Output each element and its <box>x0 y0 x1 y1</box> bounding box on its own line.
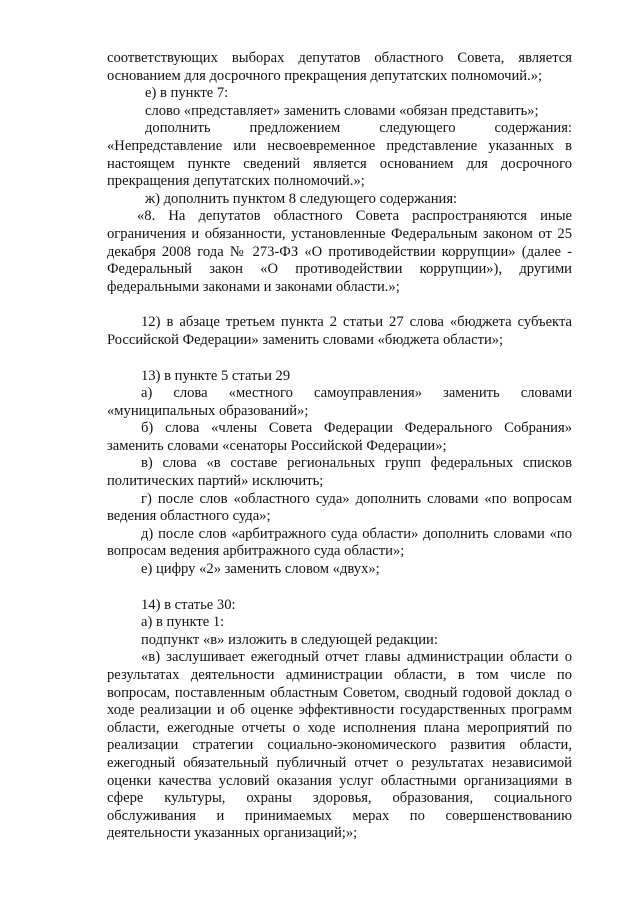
paragraph-7: «8. На депутатов областного Совета распространяются иные ограничения и обязанности, установленные Федеральным законом от 25 декабря 2008 года № 273-ФЗ «О противодействии коррупции» (далее - Федеральный закон «О противодействии коррупции»), другими федеральными законами и законами области.»; <box>107 208 572 295</box>
spacer <box>107 579 572 597</box>
paragraph-12: в) слова «в составе региональных групп федеральных списков политических партий» исключить; <box>107 455 572 490</box>
paragraph-8: 12) в абзаце третьем пункта 2 статьи 27 слова «бюджета субъекта Российской Федерации» заменить словами «бюджета области»; <box>107 314 572 348</box>
paragraph-3: слово «представляет» заменить словами «обязан представить»; <box>145 102 539 119</box>
paragraph-11: б) слова «члены Совета Федерации Федерального Собрания» заменить словами «сенаторы Российской Федерации»; <box>107 420 572 454</box>
spacer <box>107 350 572 368</box>
paragraph-10: а) слова «местного самоуправления» заменить словами «муниципальных образований»; <box>107 385 572 419</box>
paragraph-15: е) цифру «2» заменить словом «двух»; <box>141 561 380 578</box>
paragraph-1: соответствующих выборах депутатов областного Совета, является основанием для досрочного прекращения депутатских полномочий.»; <box>107 50 572 84</box>
spacer <box>107 296 572 314</box>
paragraph-4: дополнить предложением следующего содержания: <box>145 120 572 137</box>
paragraph-2: е) в пункте 7: <box>145 85 229 102</box>
paragraph-5: «Непредставление или несвоевременное представление указанных в настоящем пункте сведений является основанием для досрочного прекращения депутатских полномочий.»; <box>107 137 572 190</box>
paragraph-6: ж) дополнить пунктом 8 следующего содержания: <box>145 190 458 207</box>
paragraph-19: «в) заслушивает ежегодный отчет главы администрации области о результатах деятельности администрации области, в том числе по вопросам, поставленным областным Советом, сводный годовой доклад о ходе реализации и об оценке эффективности государственных программ области, ежегодные отчеты о ходе исполнения плана мероприятий по реализации стратегии социально-экономического развития области, ежегодный обязательный публичный отчет о результатах независимой оценки качества условий оказания услуг областными организациями в сфере культуры, охраны здоровья, образования, социального обслуживания и принимаемых мерах по совершенствованию деятельности указанных организаций;»; <box>107 649 572 842</box>
paragraph-17: а) в пункте 1: <box>141 614 225 631</box>
paragraph-9: 13) в пункте 5 статьи 29 <box>141 367 291 384</box>
paragraph-13: г) после слов «областного суда» дополнить словами «по вопросам ведения областного суда»; <box>107 490 572 525</box>
paragraph-16: 14) в статье 30: <box>141 596 236 613</box>
paragraph-14: д) после слов «арбитражного суда области» дополнить словами «по вопросам ведения арбитражного суда области»; <box>107 525 572 560</box>
paragraph-18: подпункт «в» изложить в следующей редакции: <box>141 631 438 648</box>
